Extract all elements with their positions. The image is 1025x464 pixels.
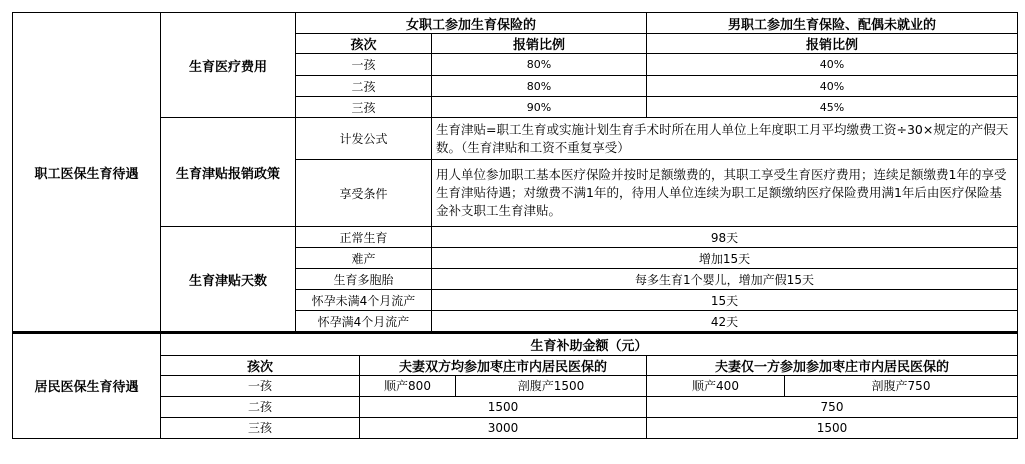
header-male: 男职工参加生育保险、配偶未就业的 bbox=[647, 13, 1018, 34]
medical-child: 一孩 bbox=[296, 54, 432, 76]
both-natural: 顺产800 bbox=[360, 375, 456, 396]
days-case: 生育多胞胎 bbox=[296, 269, 432, 290]
subsidy-header: 生育补助金额（元） bbox=[161, 333, 1018, 355]
table-row bbox=[13, 417, 1018, 438]
allowance-days-label: 生育津贴天数 bbox=[161, 227, 296, 332]
col-ratio-male: 报销比例 bbox=[647, 34, 1018, 54]
employee-section-label: 职工医保生育待遇 bbox=[13, 13, 161, 332]
table-row bbox=[13, 227, 1018, 248]
resident-benefit-table bbox=[12, 332, 1018, 439]
medical-female-ratio: 80% bbox=[432, 76, 647, 97]
col-child-resident: 孩次 bbox=[161, 355, 360, 375]
col-one-insured: 夫妻仅一方参加参加枣庄市内居民医保的 bbox=[647, 355, 1018, 375]
days-value: 42天 bbox=[432, 311, 1018, 332]
resident-child: 三孩 bbox=[161, 417, 360, 438]
days-case: 怀孕满4个月流产 bbox=[296, 311, 432, 332]
table-row bbox=[13, 375, 1018, 396]
days-value: 98天 bbox=[432, 227, 1018, 248]
medical-cost-label: 生育医疗费用 bbox=[161, 13, 296, 118]
days-case: 正常生育 bbox=[296, 227, 432, 248]
medical-child: 三孩 bbox=[296, 97, 432, 118]
condition-label: 享受条件 bbox=[296, 160, 432, 227]
both-amount: 3000 bbox=[360, 417, 647, 438]
days-value: 增加15天 bbox=[432, 248, 1018, 269]
one-natural: 顺产400 bbox=[647, 375, 785, 396]
allowance-policy-label: 生育津贴报销政策 bbox=[161, 118, 296, 227]
medical-male-ratio: 40% bbox=[647, 54, 1018, 76]
days-value: 15天 bbox=[432, 290, 1018, 311]
formula-label: 计发公式 bbox=[296, 118, 432, 160]
col-both-insured: 夫妻双方均参加枣庄市内居民医保的 bbox=[360, 355, 647, 375]
col-ratio-female: 报销比例 bbox=[432, 34, 647, 54]
resident-child: 一孩 bbox=[161, 375, 360, 396]
benefit-table-frame bbox=[12, 12, 1017, 458]
header-female: 女职工参加生育保险的 bbox=[296, 13, 647, 34]
days-value: 每多生育1个婴儿，增加产假15天 bbox=[432, 269, 1018, 290]
both-cesarean: 剖腹产1500 bbox=[456, 375, 647, 396]
col-child-medical: 孩次 bbox=[296, 34, 432, 54]
resident-child: 二孩 bbox=[161, 396, 360, 417]
days-case: 怀孕未满4个月流产 bbox=[296, 290, 432, 311]
one-amount: 1500 bbox=[647, 417, 1018, 438]
medical-female-ratio: 90% bbox=[432, 97, 647, 118]
medical-male-ratio: 40% bbox=[647, 76, 1018, 97]
table-row bbox=[13, 396, 1018, 417]
employee-benefit-table bbox=[12, 12, 1018, 332]
medical-child: 二孩 bbox=[296, 76, 432, 97]
medical-female-ratio: 80% bbox=[432, 54, 647, 76]
condition-text: 用人单位参加职工基本医疗保险并按时足额缴费的，其职工享受生育医疗费用；连续足额缴费1年的享受生育津贴待遇；对缴费不满1年的，待用人单位连续为职工足额缴纳医疗保险费用满1年后由医疗保险基金补支职工生育津贴。 bbox=[432, 160, 1018, 227]
resident-section-label: 居民医保生育待遇 bbox=[13, 333, 161, 438]
medical-male-ratio: 45% bbox=[647, 97, 1018, 118]
days-case: 难产 bbox=[296, 248, 432, 269]
both-amount: 1500 bbox=[360, 396, 647, 417]
one-cesarean: 剖腹产750 bbox=[785, 375, 1018, 396]
one-amount: 750 bbox=[647, 396, 1018, 417]
formula-text: 生育津贴=职工生育或实施计划生育手术时所在用人单位上年度职工月平均缴费工资÷30×规定的产假天数。（生育津贴和工资不重复享受） bbox=[432, 118, 1018, 160]
